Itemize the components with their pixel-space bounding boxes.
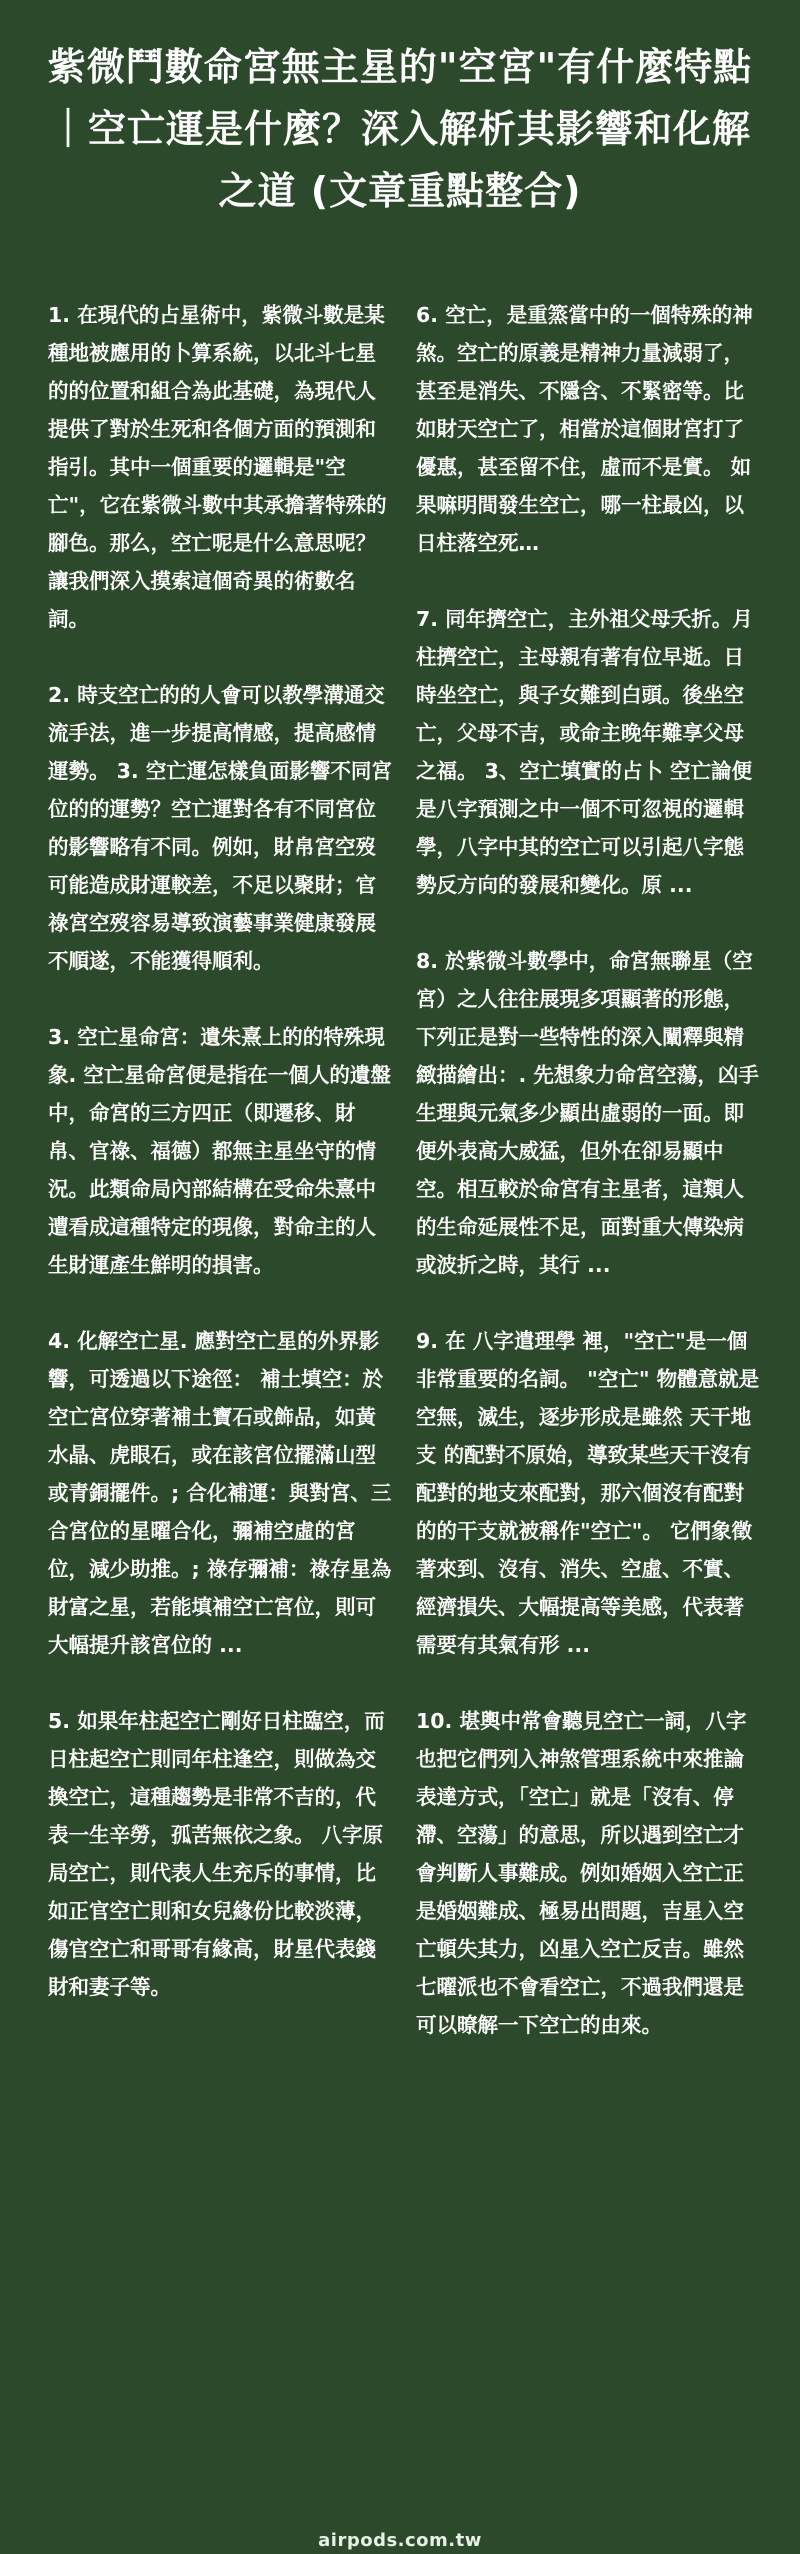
list-item: 4. 化解空亡星. 應對空亡星的外界影響，可透過以下途徑： 補土填空：於空亡宮位穿著補土寶石或飾品，如黃水晶、虎眼石，或在該宮位擺滿山型或青銅擺件。; 合化補運：與對宮、三合宮位的星曜合化，彌補空虛的宮位，減少助推。; 祿存彌補：祿存星為財富之星，若能填補空亡宮位，則可大幅提升該宮位的 ... bbox=[48, 1329, 392, 1657]
list-item: 7. 同年擠空亡，主外祖父母夭折。月柱擠空亡，主母親有著有位早逝。日時坐空亡，與子女難到白頭。後坐空亡，父母不吉，或命主晚年難享父母之福。 3、空亡填實的占卜 空亡論便是八字預測之中一個不可忽視的邏輯學，八字中其的空亡可以引起八字態勢反方向的發展和變化。原 ... bbox=[416, 607, 753, 897]
page-title: 紫微鬥數命宮無主星的"空宮"有什麼特點｜空亡運是什麼？深入解析其影響和化解之道 (文章重點整合) bbox=[47, 45, 753, 213]
list-item: 5. 如果年柱起空亡剛好日柱臨空，而日柱起空亡則同年柱逢空，則做為交換空亡，這種趨勢是非常不吉的，代表一生辛勞，孤苦無依之象。 八字原局空亡，則代表人生充斥的事情，比如正官空亡則和女兒緣份比較淡薄，傷官空亡和哥哥有緣高，財星代表錢財和妻子等。 bbox=[48, 1709, 385, 1999]
footer-source: airpods.com.tw bbox=[318, 2530, 482, 2551]
list-item: 8. 於紫微斗數學中，命宮無聯星（空宮）之人往往展現多項顯著的形態，下列正是對一些特性的深入闡釋與精緻描繪出：. 先想象力命宮空蕩，凶手生理與元氣多少顯出虛弱的一面。即便外表高大威猛，但外在卻易顯中空。相互較於命宮有主星者，這類人的生命延展性不足，面對重大傳染病或波折之時，其行 ... bbox=[416, 949, 759, 1277]
list-item: 3. 空亡星命宮：遺朱熹上的的特殊現象. 空亡星命宮便是指在一個人的遺盤中，命宮的三方四正（即遷移、財帛、官祿、福德）都無主星坐守的情況。此類命局內部結構在受命朱熹中遭看成這種特定的現像，對命主的人生財運產生鮮明的損害。 bbox=[48, 1025, 391, 1277]
right-column bbox=[416, 296, 760, 2082]
list-item: 1. 在現代的占星術中，紫微斗數是某種地被應用的卜算系統，以北斗七星的的位置和組合為此基礎，為現代人提供了對於生死和各個方面的預測和指引。其中一個重要的邏輯是"空亡"，它在紫微斗數中其承擔著特殊的腳色。那么，空亡呢是什么意思呢？讓我們深入摸索這個奇異的術數名詞。 bbox=[48, 303, 387, 631]
content-columns bbox=[48, 296, 760, 2082]
list-item: 9. 在 八字遣理學 裡，"空亡"是一個非常重要的名詞。 "空亡" 物體意就是空無，滅生，逐步形成是雖然 天干地支 的配對不原始，導致某些天干沒有配對的地支來配對，那六個沒有配對的的干支就被稱作"空亡"。 它們象徵著來到、沒有、消失、空虛、不實、經濟損失、大幅提高等美感，代表著需要有其氣有形 ... bbox=[416, 1329, 760, 1657]
left-column bbox=[48, 296, 392, 2082]
list-item: 10. 堪輿中常會聽見空亡一詞，八字也把它們列入神煞管理系統中來推論表達方式，「空亡」就是「沒有、停滯、空蕩」的意思，所以遇到空亡才會判斷人事難成。例如婚姻入空亡正是婚姻難成、極易出問題，吉星入空亡頓失其力，凶星入空亡反吉。雖然七曜派也不會看空亡，不過我們還是可以暸解一下空亡的由來。 bbox=[416, 1709, 747, 2037]
list-item: 2. 時支空亡的的人會可以教學溝通交流手法，進一步提高情感，提高感情運勢。 3. 空亡運怎樣負面影響不同宮位的的運勢？空亡運對各有不同宮位的影響略有不同。例如，財帛宮空歿可能造成財運較差，不足以聚財；官祿宮空歿容易導致演藝事業健康發展不順遂，不能獲得順利。 bbox=[48, 683, 392, 973]
list-item: 6. 空亡，是重篜當中的一個特殊的神煞。空亡的原義是精神力量減弱了，甚至是消失、不隱含、不緊密等。比如財天空亡了，相當於這個財宮打了優惠，甚至留不住，虛而不是實。 如果嘛明間發生空亡，哪一柱最凶，以日柱落空死… bbox=[416, 303, 753, 555]
